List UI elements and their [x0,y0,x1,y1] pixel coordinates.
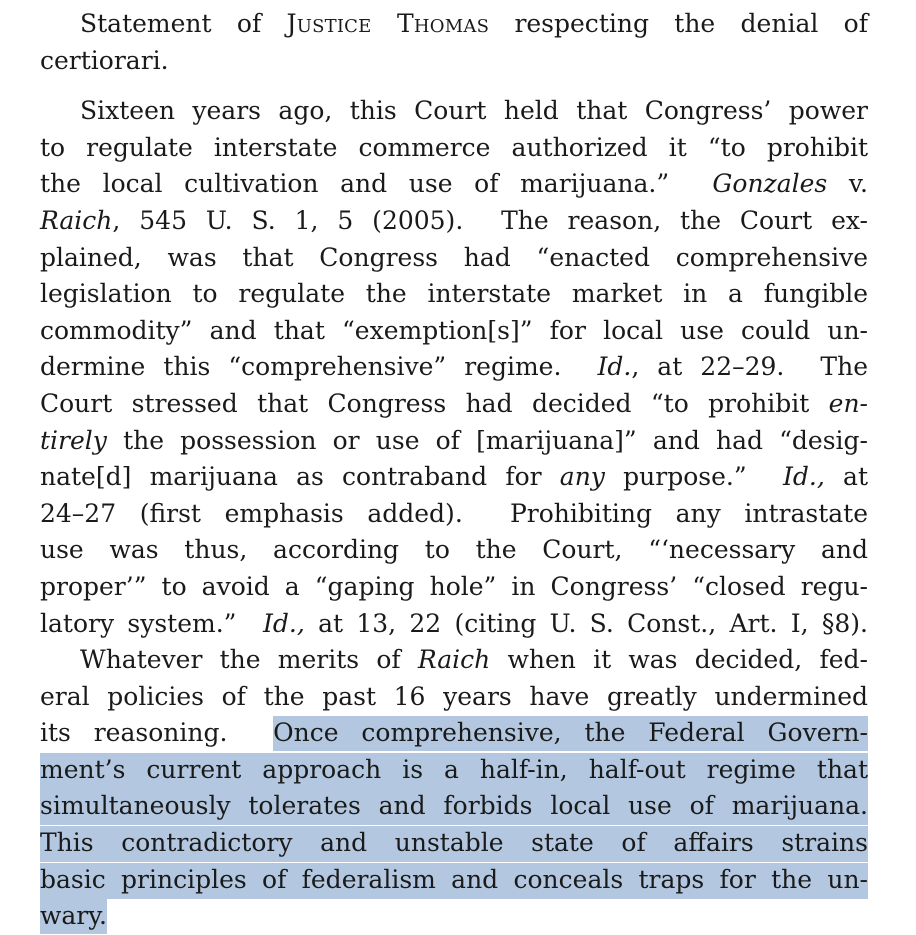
text-line [40,898,868,935]
citation-id: Id., [783,462,825,492]
text-run: purpose.” [604,462,784,492]
selected-text[interactable]: This contradictory and unstable state of affairs strains [40,826,868,862]
text-run: its reasoning. [40,718,274,748]
justice-name: Justice Thomas [286,9,490,38]
text-run: v. [827,169,868,199]
selected-text[interactable]: wary. [40,899,107,934]
text-line: 24–27 (first emphasis added). Prohibiting any intrastate [40,498,868,528]
selected-text[interactable]: Once comprehensive, the Federal Govern- [273,716,868,751]
selected-text[interactable]: simultaneously tolerates and forbids local use of marijuana. [40,789,868,825]
text-run: at [824,462,868,492]
paragraph-1 [40,93,868,642]
heading-line-2: certiorari. [40,45,169,75]
emphasis: en- [828,388,868,418]
selected-text[interactable]: basic principles of federalism and conceals traps for the un- [40,863,868,899]
text-line [40,715,868,752]
paragraph-2 [40,642,868,935]
text-line [40,166,868,203]
text-line: use was thus, according to the Court, “‘necessary and [40,535,868,565]
text-line [40,825,868,862]
heading-text: respecting the denial of [489,9,868,38]
text-run: the possession or use of [marijuana]” and had “desig- [106,425,868,455]
text-run: nate[d] marijuana as contraband for [40,462,560,492]
heading-line-1 [40,6,868,43]
text-line [40,642,868,679]
case-name: Raich [40,205,113,235]
citation-id: Id., [263,608,305,638]
text-line [40,386,868,423]
text-line: commodity” and that “exemption[s]” for local use could un- [40,315,868,345]
heading-text: Statement of [80,9,287,38]
text-line: plained, was that Congress had “enacted comprehensive [40,242,868,272]
case-name: Raich [417,645,491,675]
text-line [40,203,868,240]
text-run: at 13, 22 (citing U. S. Const., Art. I, §8). [304,608,868,638]
text-run: latory system.” [40,608,264,638]
opinion-page [40,6,868,935]
text-run: , 545 U. S. 1, 5 (2005). The reason, the Court ex- [112,205,868,235]
text-line: to regulate interstate commerce authorized it “to prohibit [40,132,868,162]
emphasis: any [559,462,605,492]
text-run: dermine this “comprehensive” regime. [40,352,598,382]
selected-text[interactable]: ment’s current approach is a half-in, half-out regime that [40,753,868,789]
text-run: the local cultivation and use of marijuana.” [40,169,713,199]
text-line [40,349,868,386]
text-line [40,606,868,643]
case-name: Gonzales [712,169,828,199]
emphasis: tirely [40,425,107,455]
text-line: proper’” to avoid a “gaping hole” in Congress’ “closed regu- [40,571,868,601]
text-line: legislation to regulate the interstate market in a fungible [40,279,868,309]
text-line [40,423,868,460]
text-line [40,752,868,789]
citation-id: Id. [597,352,632,382]
text-line: Sixteen years ago, this Court held that Congress’ power [80,96,868,126]
text-run: Whatever the merits of [80,645,418,675]
text-line [40,788,868,825]
text-line: eral policies of the past 16 years have greatly undermined [40,681,868,711]
text-line [40,459,868,496]
text-line [40,862,868,899]
text-run: , at 22–29. The [631,352,869,382]
text-run: when it was decided, fed- [490,645,868,675]
text-run: Court stressed that Congress had decided “to prohibit [40,388,829,418]
statement-heading [40,6,868,79]
